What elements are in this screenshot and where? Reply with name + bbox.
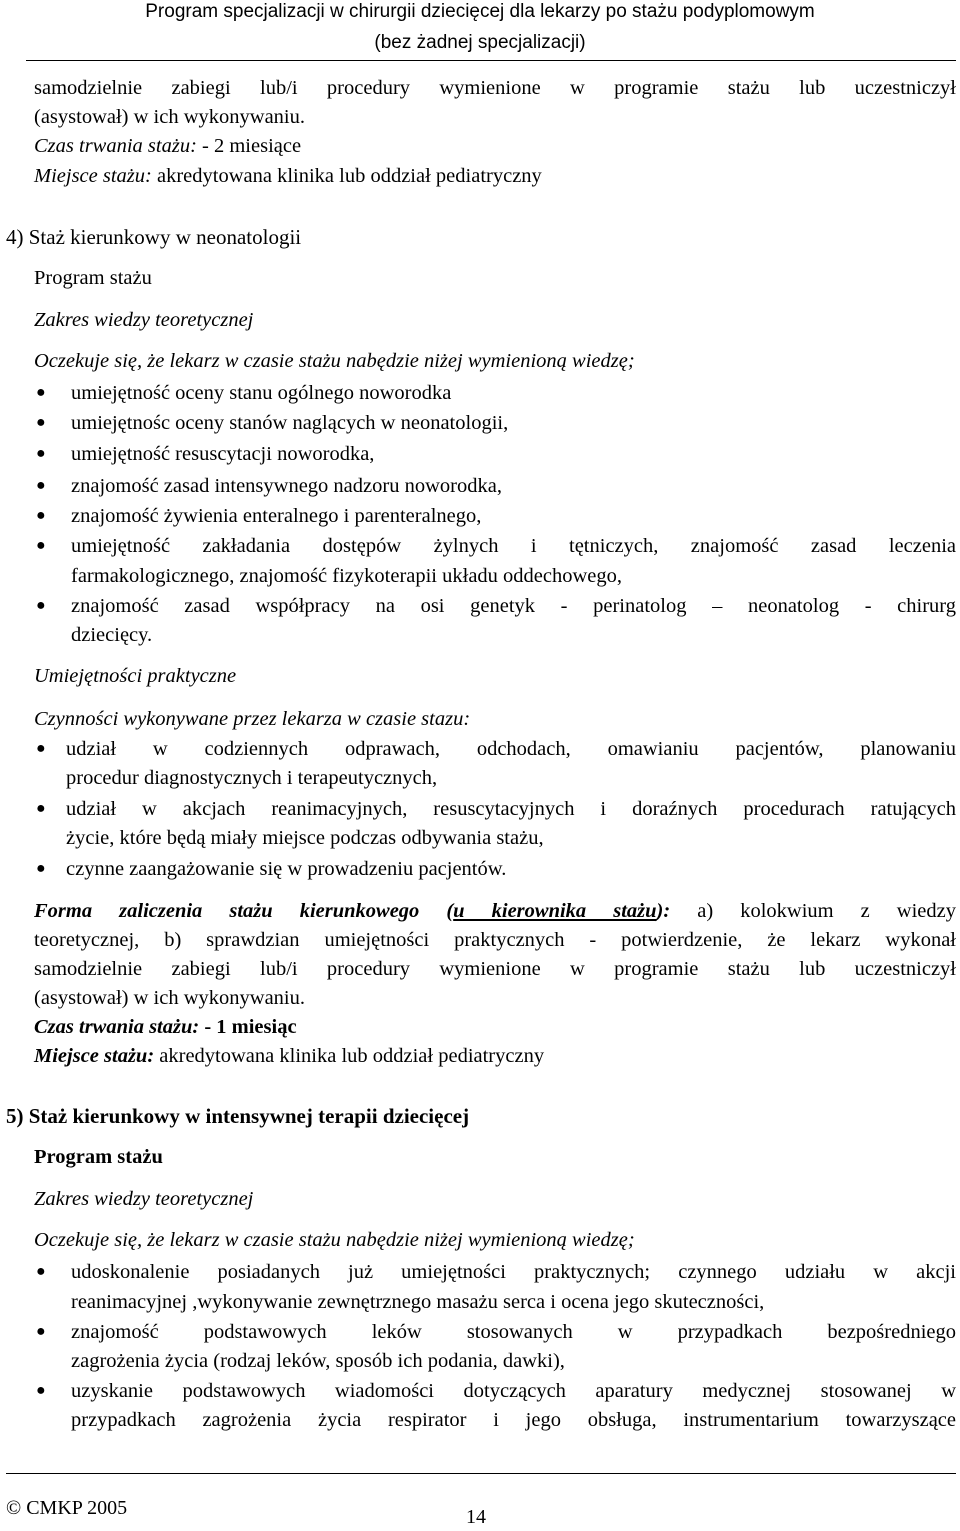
section-4-title: 4) Staż kierunkowy w neonatologii (6, 225, 302, 249)
s4-form-line-4: (asystował) w ich wykonywaniu. (34, 987, 306, 1009)
s5-expectation: Oczekuje się, że lekarz w czasie stażu nabędzie niżej wymienioną wiedzę; (34, 1229, 635, 1251)
intro-line-2: (asystował) w ich wykonywaniu. (34, 106, 306, 128)
s4-theory-heading: Zakres wiedzy teoretycznej (34, 309, 254, 331)
s4-item: umiejętność zakładania dostępów żylnych i tętniczych, znajomość zasad leczenia (71, 535, 956, 557)
s4-item: umiejętność resuscytacji noworodka, (71, 443, 375, 465)
s5-item: udoskonalenie posiadanych już umiejętności praktycznych; czynnego udziału w akcji (71, 1261, 956, 1283)
s4-activity: czynne zaangażowanie się w prowadzeniu pacjentów. (66, 858, 507, 880)
bullet-icon: ● (36, 537, 46, 554)
s4-item-cont: dziecięcy. (71, 624, 153, 646)
s5-item: uzyskanie podstawowych wiadomości dotyczących aparatury medycznej stosowanej w (71, 1380, 956, 1402)
duration-value: - 1 miesiąc (199, 1016, 297, 1038)
s4-form-line-1 (34, 897, 956, 925)
bullet-icon: ● (36, 414, 46, 431)
header-rule (26, 60, 956, 61)
bullet-icon: ● (36, 1382, 46, 1399)
intro-duration (34, 132, 301, 160)
s4-form-line-2: teoretycznej, b) sprawdzian umiejętności praktycznych - potwierdzenie, że lekarz wykonał (34, 929, 956, 951)
bullet-icon: ● (36, 507, 46, 524)
bullet-icon: ● (36, 1263, 46, 1280)
header-subtitle: (bez żadnej specjalizacji) (374, 32, 586, 53)
s4-activity-cont: życie, które będą miały miejsce podczas odbywania stażu, (66, 827, 544, 849)
s4-item: znajomość zasad współpracy na osi genetyk - perinatolog – neonatolog - chirurg (71, 595, 956, 617)
page-number: 14 (466, 1506, 486, 1528)
bullet-icon: ● (36, 445, 46, 462)
s4-form-line-3: samodzielnie zabiegi lub/i procedury wymienione w programie stażu lub uczestniczył (34, 958, 956, 980)
s5-item: znajomość podstawowych leków stosowanych w przypadkach bezpośredniego (71, 1321, 956, 1343)
s4-item: umiejętnośc oceny stanów naglących w neonatologii, (71, 412, 509, 434)
intro-place (34, 162, 542, 190)
section-5-title: 5) Staż kierunkowy w intensywnej terapii dziecięcej (6, 1104, 470, 1128)
s4-item: znajomość zasad intensywnego nadzoru noworodka, (71, 475, 502, 497)
bullet-icon: ● (36, 477, 46, 494)
s5-program-heading: Program stażu (34, 1146, 163, 1168)
bullet-icon: ● (36, 384, 46, 401)
s5-item-cont: zagrożenia życia (rodzaj leków, sposób ich podania, dawki), (71, 1350, 565, 1372)
form-label-underlined: u kierownika stażu (453, 900, 657, 922)
s4-item-cont: farmakologicznego, znajomość fizykoterapii układu oddechowego, (71, 565, 623, 587)
bullet-icon: ● (36, 860, 46, 877)
duration-value: - 2 miesiące (196, 135, 302, 157)
s4-activity: udział w codziennych odprawach, odchodach, omawianiu pacjentów, planowaniu (66, 738, 956, 760)
bullet-icon: ● (36, 1323, 46, 1340)
form-text: a) kolokwium z wiedzy (670, 900, 957, 922)
place-value: akredytowana klinika lub oddział pediatryczny (151, 165, 542, 187)
place-label: Miejsce stażu: (34, 1045, 155, 1067)
bullet-icon: ● (36, 740, 46, 757)
s4-activities-heading: Czynności wykonywane przez lekarza w czasie stazu: (34, 708, 471, 730)
bullet-icon: ● (36, 597, 46, 614)
s5-item-cont: reanimacyjnej ,wykonywanie zewnętrznego masażu serca i ocena jego skuteczności, (71, 1291, 765, 1313)
place-value: akredytowana klinika lub oddział pediatryczny (154, 1045, 545, 1067)
footer-rule (6, 1473, 956, 1474)
s4-item: umiejętność oceny stanu ogólnego noworodka (71, 382, 452, 404)
intro-line-1: samodzielnie zabiegi lub/i procedury wymienione w programie stażu lub uczestniczył (34, 77, 956, 99)
s4-skills-heading: Umiejętności praktyczne (34, 665, 237, 687)
s4-expectation: Oczekuje się, że lekarz w czasie stażu nabędzie niżej wymienioną wiedzę; (34, 350, 635, 372)
form-label-part: ): (656, 900, 671, 922)
s4-item: znajomość żywienia enteralnego i parenteralnego, (71, 505, 482, 527)
s5-item-cont: przypadkach zagrożenia życia respirator i jego obsługa, instrumentarium towarzyszące (71, 1409, 956, 1431)
header-title: Program specjalizacji w chirurgii dziecięcej dla lekarzy po stażu podyplomowym (145, 1, 815, 22)
s4-place (34, 1042, 544, 1070)
s4-program-heading: Program stażu (34, 267, 152, 289)
duration-label: Czas trwania stażu: (34, 1016, 200, 1038)
bullet-icon: ● (36, 800, 46, 817)
s4-activity-cont: procedur diagnostycznych i terapeutycznych, (66, 767, 438, 789)
s5-theory-heading: Zakres wiedzy teoretycznej (34, 1188, 254, 1210)
footer-copyright: © CMKP 2005 (6, 1497, 128, 1519)
form-label (34, 900, 670, 922)
place-label: Miejsce stażu: (34, 165, 152, 187)
s4-activity: udział w akcjach reanimacyjnych, resuscytacyjnych i doraźnych procedurach ratujących (66, 798, 956, 820)
duration-label: Czas trwania stażu: (34, 135, 197, 157)
form-label-part: Forma zaliczenia stażu kierunkowego ( (34, 900, 454, 922)
s4-duration (34, 1013, 297, 1041)
